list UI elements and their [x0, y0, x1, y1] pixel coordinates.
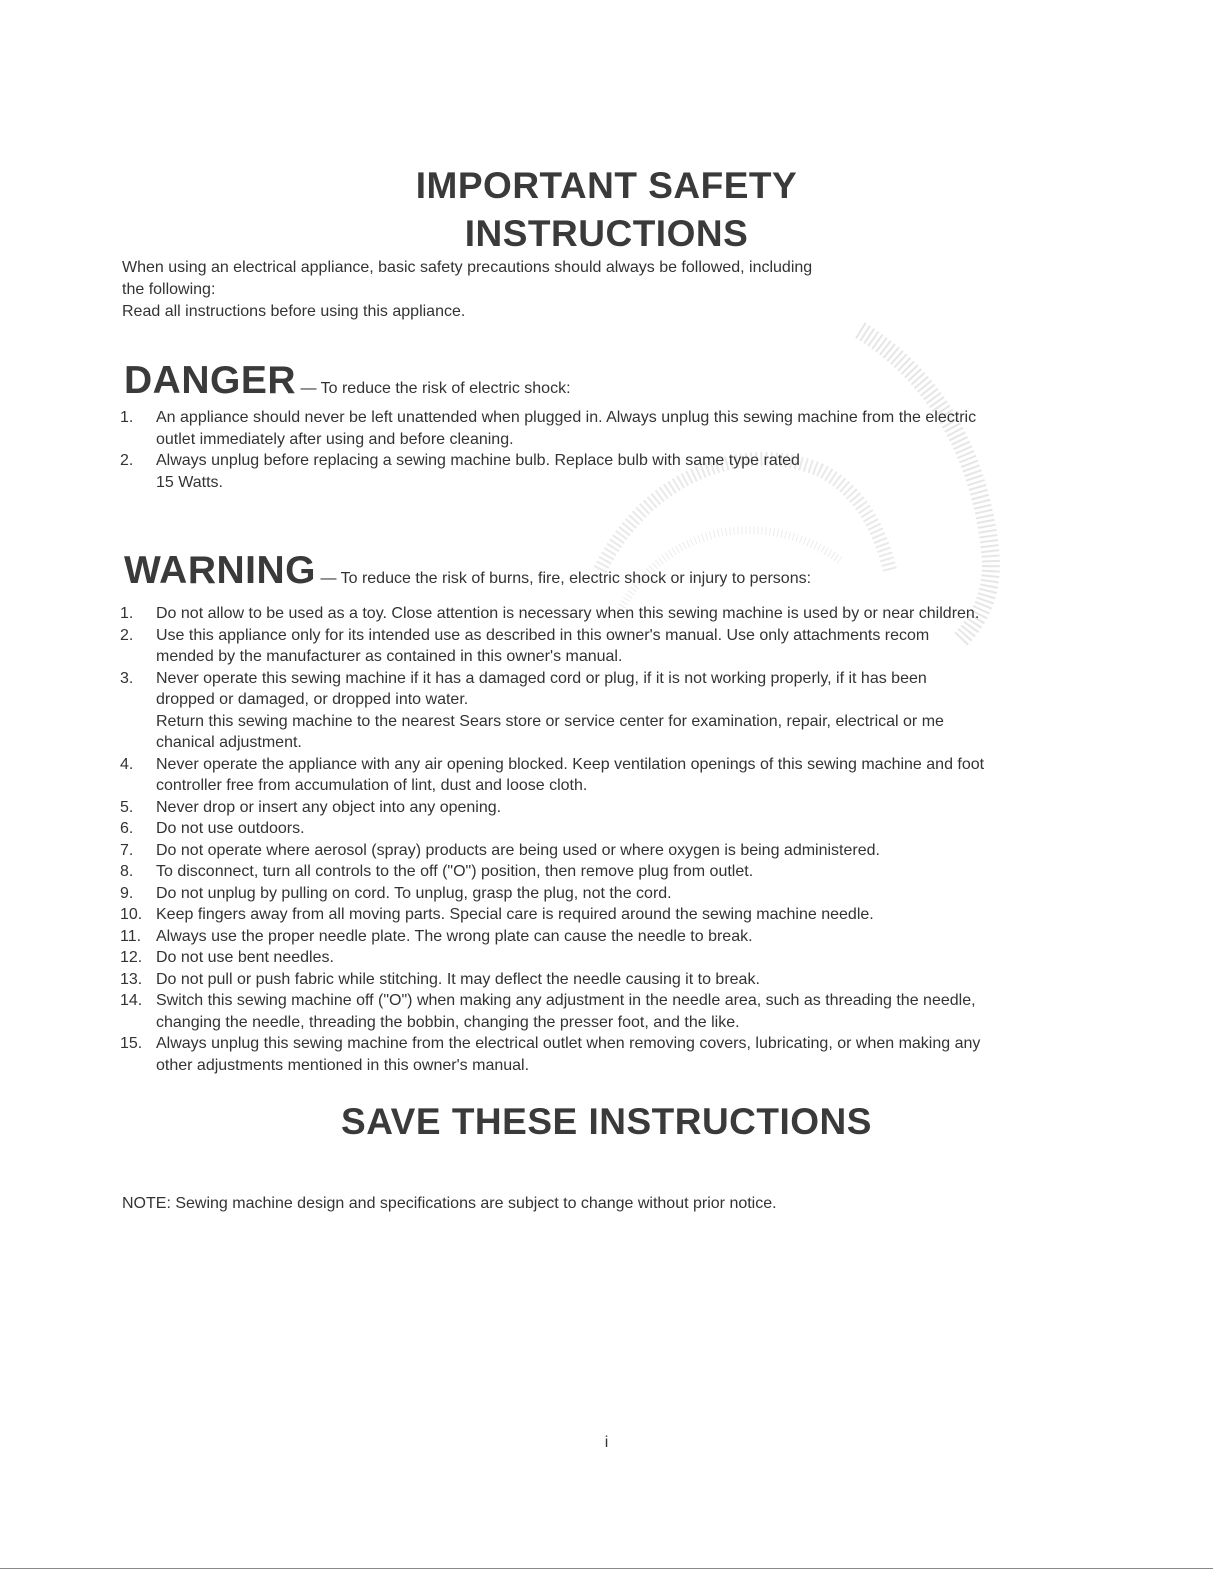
warning-title: WARNING	[124, 549, 316, 592]
warning-heading	[124, 549, 811, 593]
warning-item	[120, 603, 984, 625]
warning-item-text-line: mended by the manufacturer as contained in this owner's manual.	[156, 648, 623, 665]
danger-item	[120, 407, 976, 450]
warning-item	[120, 625, 984, 668]
warning-item	[120, 947, 984, 969]
warning-item-number: 4.	[120, 755, 134, 773]
warning-item-text-line: Return this sewing machine to the nearest Sears store or service center for examination, repair, electrical or me	[156, 712, 944, 730]
danger-item-number: 2.	[120, 452, 134, 469]
warning-item-text-line: Do not operate where aerosol (spray) products are being used or where oxygen is being administered.	[156, 841, 880, 859]
danger-item-number: 1.	[120, 409, 134, 426]
save-instructions-heading: SAVE THESE INSTRUCTIONS	[341, 1101, 872, 1142]
warning-item-text-line: Use this appliance only for its intended use as described in this owner's manual. Use only attachments recom	[156, 626, 930, 644]
warning-item	[120, 990, 984, 1033]
intro-paragraph	[122, 257, 1022, 323]
warning-subtitle: — To reduce the risk of burns, fire, electric shock or injury to persons:	[320, 570, 812, 587]
warning-item	[120, 797, 984, 819]
warning-item-number: 10.	[120, 906, 143, 923]
warning-item-number: 9.	[120, 884, 134, 902]
warning-item-text-line: Do not use outdoors.	[156, 820, 305, 837]
warning-item-text-line: dropped or damaged, or dropped into water.	[156, 691, 469, 708]
warning-item-number: 3.	[120, 669, 134, 687]
warning-item-text-line: other adjustments mentioned in this owner's manual.	[156, 1056, 530, 1074]
intro-line-1: When using an electrical appliance, basic safety precautions should always be followed, including	[122, 259, 813, 276]
warning-item	[120, 904, 984, 926]
warning-item	[120, 861, 984, 883]
page-title-line-1: IMPORTANT SAFETY	[415, 165, 798, 206]
warning-item-text-line: Do not allow to be used as a toy. Close attention is necessary when this sewing machine is used by or near children.	[156, 605, 980, 622]
warning-item-number: 11.	[120, 927, 142, 945]
warning-item-text-line: Never operate the appliance with any air opening blocked. Keep ventilation openings of this sewing machine and foot	[156, 755, 985, 773]
warning-list	[120, 603, 984, 1076]
warning-item-number: 13.	[120, 970, 143, 988]
note-text: NOTE: Sewing machine design and specifications are subject to change without prior notice.	[122, 1195, 777, 1212]
danger-item	[120, 450, 976, 493]
danger-subtitle: — To reduce the risk of electric shock:	[300, 380, 571, 397]
warning-item-text-line: Keep fingers away from all moving parts. Special care is required around the sewing machine needle.	[156, 906, 874, 923]
danger-item-text-line: outlet immediately after using and before cleaning.	[156, 430, 514, 448]
warning-item-number: 7.	[120, 841, 134, 859]
warning-item-text-line: Do not use bent needles.	[156, 949, 334, 966]
danger-item-text-line: 15 Watts.	[156, 473, 223, 491]
intro-line-3: Read all instructions before using this appliance.	[122, 303, 466, 320]
warning-item-text-line: Switch this sewing machine off ("O") when making any adjustment in the needle area, such as threading the needle,	[156, 992, 976, 1009]
danger-title: DANGER	[124, 359, 297, 402]
warning-item	[120, 1033, 984, 1076]
warning-item-text-line: Never operate this sewing machine if it has a damaged cord or plug, if it is not working properly, if it has been	[156, 669, 927, 687]
warning-item-number: 5.	[120, 798, 134, 816]
warning-item-text-line: To disconnect, turn all controls to the off ("O") position, then remove plug from outlet.	[156, 863, 754, 880]
warning-item-number: 2.	[120, 626, 134, 644]
warning-item-text-line: controller free from accumulation of lint, dust and loose cloth.	[156, 777, 588, 794]
warning-item	[120, 969, 984, 991]
danger-item-text-line: An appliance should never be left unattended when plugged in. Always unplug this sewing machine from the electric	[156, 409, 977, 426]
danger-list	[120, 407, 976, 493]
warning-item-number: 8.	[120, 863, 134, 880]
warning-item-text-line: Do not pull or push fabric while stitching. It may deflect the needle causing it to break.	[156, 970, 760, 988]
warning-item-text-line: changing the needle, threading the bobbin, changing the presser foot, and the like.	[156, 1013, 740, 1031]
warning-item	[120, 668, 984, 754]
page-number: i	[604, 1434, 609, 1451]
warning-item	[120, 926, 984, 948]
warning-item-text-line: Always use the proper needle plate. The wrong plate can cause the needle to break.	[156, 927, 753, 945]
warning-item-text-line: chanical adjustment.	[156, 734, 302, 751]
warning-item-text-line: Do not unplug by pulling on cord. To unplug, grasp the plug, not the cord.	[156, 884, 672, 902]
danger-item-text-line: Always unplug before replacing a sewing machine bulb. Replace bulb with same type rated	[156, 452, 800, 469]
warning-item-number: 14.	[120, 992, 143, 1009]
warning-item-text-line: Never drop or insert any object into any opening.	[156, 798, 502, 816]
warning-item	[120, 883, 984, 905]
warning-item-text-line: Always unplug this sewing machine from the electrical outlet when removing covers, lubricating, or when making any	[156, 1035, 981, 1052]
warning-item-number: 12.	[120, 949, 143, 966]
page-title	[0, 162, 1213, 258]
warning-item-number: 6.	[120, 820, 134, 837]
warning-item	[120, 754, 984, 797]
danger-heading	[124, 359, 571, 403]
warning-item-number: 1.	[120, 605, 134, 622]
warning-item	[120, 818, 984, 840]
intro-line-2: the following:	[122, 281, 216, 298]
bottom-rule	[0, 1568, 1213, 1569]
warning-item-number: 15.	[120, 1035, 143, 1052]
warning-item	[120, 840, 984, 862]
page-title-line-2: INSTRUCTIONS	[464, 213, 749, 254]
